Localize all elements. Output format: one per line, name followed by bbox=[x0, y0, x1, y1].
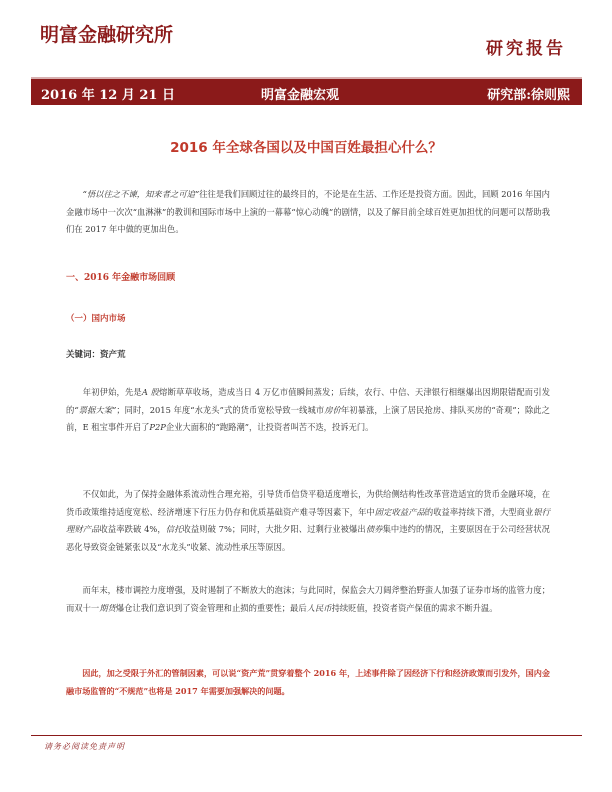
header-bar bbox=[31, 77, 582, 105]
intro-paragraph bbox=[66, 186, 550, 239]
p1-text-g: 年初暴涨，上演了居民抢房、排队买房的“奇观”；除此之前，E 租宝事件开启了 bbox=[66, 404, 550, 432]
p2-text-e: 收益率跌破 4%， bbox=[99, 524, 166, 534]
conclusion-text: 因此，加之受限于外汇的管制因素，可以说“资产荒”贯穿着整个 2016 年，上述事件除了因经济下行和经济政策而引发外，国内金融市场监管的“不规范”也将是 2017 年需要加强解决的问题。 bbox=[66, 668, 550, 696]
p1-em-bill-case: “票据大案” bbox=[74, 404, 117, 415]
paragraph-3 bbox=[66, 582, 550, 617]
p1-em-a-share: A 股 bbox=[141, 387, 160, 397]
p2-em-trust: 信托 bbox=[165, 524, 183, 534]
paragraph-2 bbox=[66, 486, 550, 556]
report-type-label: 研究报告 bbox=[486, 39, 566, 59]
p1-text-c: 熔断草草收场，造成当日 4 万亿市值瞬间蒸发；后续，农行、中信、天津银行相继爆出因期限错配而引发的 bbox=[66, 387, 550, 415]
section-heading-market-review: 一、2016 年金融市场回顾 bbox=[66, 273, 176, 283]
intro-text: 往往是我们回顾过往的最终目的，不论是在生活、工作还是投资方面。因此，回顾 2016 年国内金融市场中一次次“血淋淋”的教训和国际市场中上演的一幕幕“惊心动魄”的剧情，以及了解目前全球百姓更加担忧的问题可以帮助我们在 2017 年中做的更加出色。 bbox=[66, 189, 550, 234]
p1-text-e: ；同时，2015 年度“水龙头”式的货币宽松导致一线城市 bbox=[116, 404, 325, 415]
p2-text-a: 不仅如此，为了保持金融体系流动性合理充裕，引导货币信贷平稳适度增长，为供给侧结构性改革营造适宜的货币金融环境，在货币政策维持适度宽松、经济增速下行压力仍存和优质基础资产难寻等因素下，年中 bbox=[66, 489, 550, 517]
report-author: 研究部:徐则熙 bbox=[487, 88, 570, 103]
p2-text-g: 收益则破 7%；同时，大批夕阳、过剩行业被爆出 bbox=[182, 524, 366, 534]
subsection-heading-domestic: （一）国内市场 bbox=[66, 314, 126, 324]
report-column: 明富金融宏观 bbox=[261, 88, 340, 103]
p1-em-p2p: P2P bbox=[149, 422, 166, 432]
p1-em-house-price: 房价 bbox=[324, 404, 341, 415]
company-logo: 明富金融研究所 bbox=[40, 24, 174, 46]
p2-text-c: 的收益率持续下滑，大型商业 bbox=[424, 506, 534, 517]
intro-quote: “悟以往之不谏，知来者之可追” bbox=[82, 189, 200, 199]
p2-text-i: 集中违约的情况，主要原因在于公司经营状况恶化导致资金链紧张以及“水龙头”收紧、流动性承压等原因。 bbox=[66, 524, 550, 552]
report-date: 2016 年 12 月 21 日 bbox=[41, 88, 175, 103]
p1-text-a: 年初伊始，先是 bbox=[82, 387, 142, 397]
footer-divider bbox=[31, 735, 582, 736]
p3-em-rmb: 人民币 bbox=[306, 602, 332, 613]
p3-text-a: 而年末，楼市调控力度增强，及时遏制了不断放大的泡沫；与此同时，保监会大刀阔斧整治野蛮人加强了证券市场的监管力度；而双十一 bbox=[66, 585, 550, 613]
p1-text-i: 企业大面积的“跑路潮”，让投资者叫苦不迭，投诉无门。 bbox=[165, 422, 374, 432]
p2-em-bond: 债券 bbox=[365, 524, 383, 534]
p2-em-bank-wealth: 银行理财产品 bbox=[66, 506, 550, 534]
conclusion-paragraph bbox=[66, 665, 550, 700]
p2-em-fixed-income: 固定收益产品 bbox=[374, 506, 425, 517]
p3-text-c: 爆仓让我们意识到了资金管理和止损的重要性；最后 bbox=[115, 602, 307, 613]
disclaimer-note: 请务必阅读免责声明 bbox=[44, 742, 125, 751]
keyword-line: 关键词：资产荒 bbox=[66, 350, 126, 360]
p3-text-e: 持续贬值，投资者资产保值的需求不断升温。 bbox=[331, 602, 498, 613]
paragraph-1 bbox=[66, 384, 550, 437]
page-title: 2016 年全球各国以及中国百姓最担心什么？ bbox=[170, 140, 442, 156]
p3-em-futures: 期货 bbox=[99, 602, 116, 613]
